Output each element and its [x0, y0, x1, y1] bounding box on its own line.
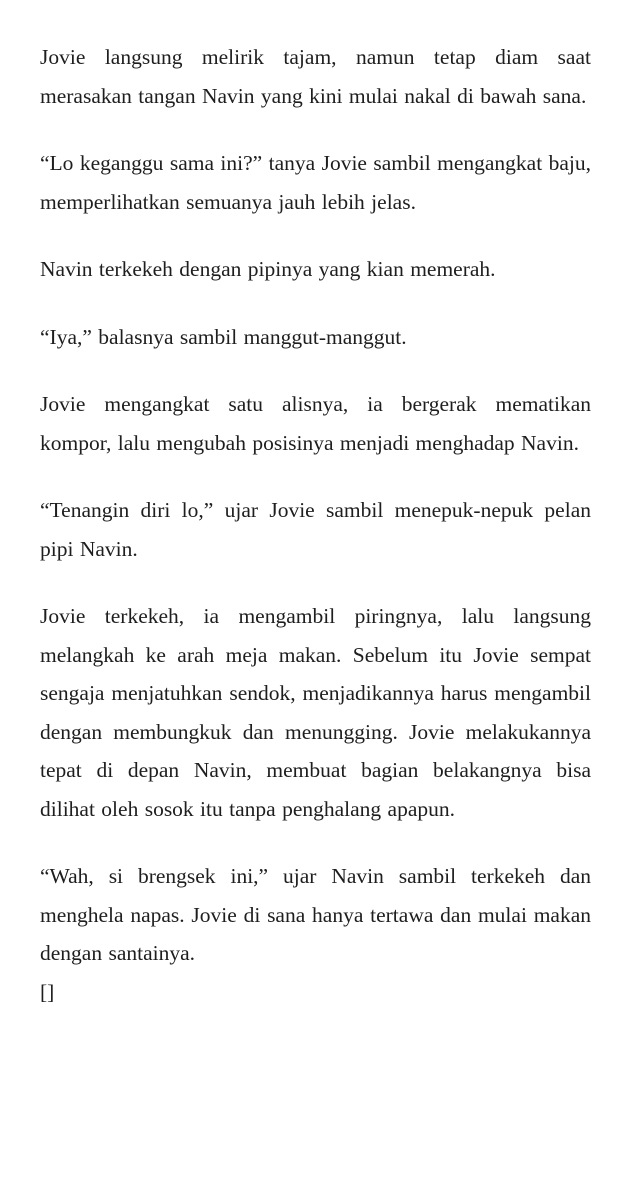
story-paragraph: Jovie mengangkat satu alisnya, ia bergerak mematikan kompor, lalu mengubah posisinya menjadi menghadap Navin. — [40, 392, 591, 455]
story-paragraph: Jovie terkekeh, ia mengambil piringnya, lalu langsung melangkah ke arah meja makan. Sebelum itu Jovie sempat sengaja menjatuhkan sendok, menjadikannya harus mengambil dengan membungkuk dan menungging. Jovie melakukannya tepat di depan Navin, membuat bagian belakangnya bisa dilihat oleh sosok itu tanpa penghalang apapun. — [40, 604, 591, 821]
story-paragraph: “Wah, si brengsek ini,” ujar Navin sambil terkekeh dan menghela napas. Jovie di sana hanya tertawa dan mulai makan dengan santainya. — [40, 864, 591, 965]
story-paragraph: Jovie langsung melirik tajam, namun tetap diam saat merasakan tangan Navin yang kini mulai nakal di bawah sana. — [40, 45, 591, 108]
end-mark: [] — [40, 979, 55, 1004]
story-paragraph: “Iya,” balasnya sambil manggut-manggut. — [40, 324, 407, 349]
story-paragraph: “Lo keganggu sama ini?” tanya Jovie sambil mengangkat baju, memperlihatkan semuanya jauh lebih jelas. — [40, 151, 591, 214]
story-paragraph: “Tenangin diri lo,” ujar Jovie sambil menepuk-nepuk pelan pipi Navin. — [40, 498, 591, 561]
story-page — [40, 38, 591, 1011]
story-paragraph: Navin terkekeh dengan pipinya yang kian memerah. — [40, 257, 496, 281]
